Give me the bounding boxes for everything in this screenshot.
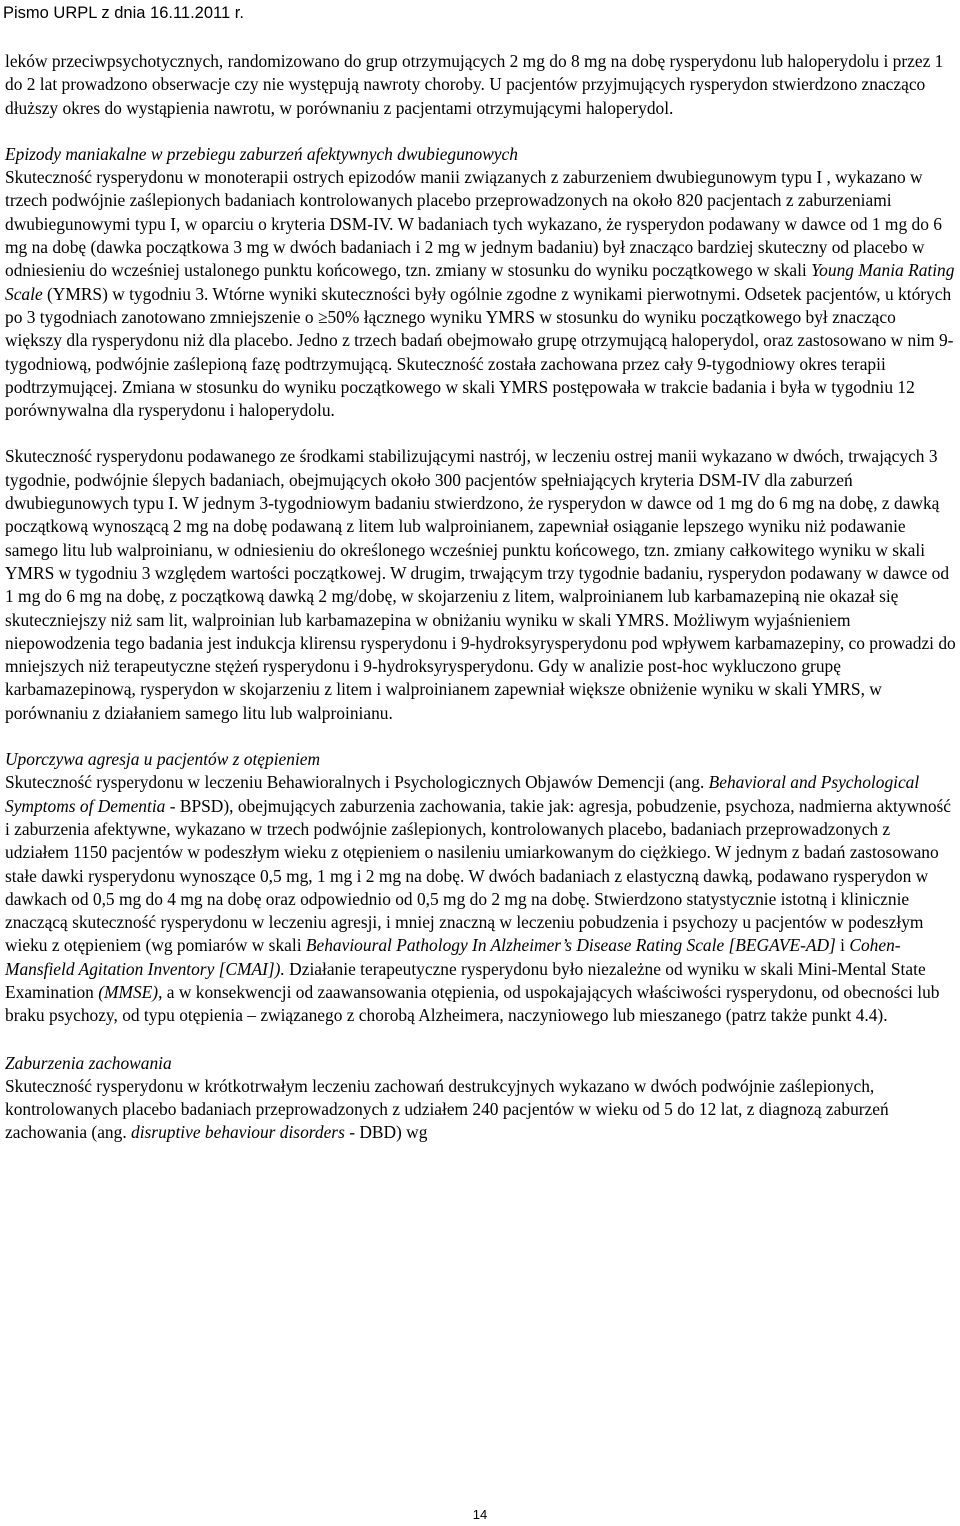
text-run: - DBD) wg: [344, 1122, 428, 1143]
text-run: - BPSD), obejmujących zaburzenia zachowania, takie jak: agresja, pobudzenie, psychoza, nadmierna aktywność i zaburzenia afektywne, wykazano w trzech podwójnie zaślepionych, kontrolowanych placebo, badaniach przeprowadzonych z udziałem 1150 pacjentów w podeszłym wieku z otępieniem o nasileniu umiarkowanym do ciężkiego. W jednym z badań zastosowano stałe dawki rysperydonu wynoszące 0,5 mg, 1 mg i 2 mg na dobę. W dwóch badaniach z elastyczną dawką, podawano rysperydon w dawkach od 0,5 mg do 4 mg na dobę oraz odpowiednio od 0,5 mg do 2 mg na dobę. Stwierdzono statystycznie istotną i klinicznie znaczącą skuteczność rysperydonu w leczeniu agresji, i mniej znaczną w leczeniu pobudzenia i psychozy u pacjentów w podeszłym wieku z otępieniem (wg pomiarów w skali: [5, 795, 952, 956]
paragraph-bipolar-monotherapy: [5, 166, 957, 422]
page-header: Pismo URPL z dnia 16.11.2011 r.: [3, 4, 244, 22]
heading-bipolar-mania: Epizody maniakalne w przebiegu zaburzeń afektywnych dwubiegunowych: [5, 143, 518, 164]
heading-behaviour-disorders: Zaburzenia zachowania: [5, 1052, 172, 1073]
text-run: Skuteczność rysperydonu w monoterapii ostrych epizodów manii związanych z zaburzeniem dwubiegunowym typu I , wykazano w trzech podwójnie zaślepionych badaniach kontrolowanych placebo przeprowadzonych na około 820 pacjentach z zaburzeniami dwubiegunowymi typu I, w oparciu o kryteria DSM-IV. W badaniach tych wykazano, że rysperydon podawany w dawce od 1 mg do 6 mg na dobę (dawka początkowa 3 mg w dwóch badaniach i 2 mg w jednym badaniu) był znacząco bardziej skuteczny od placebo w odniesieniu do wcześniej ustalonego punktu końcowego, tzn. zmiany w stosunku do wyniku początkowego w skali: [5, 167, 942, 281]
text-run: i: [835, 935, 850, 956]
text-run-italic: (MMSE),: [98, 981, 163, 1002]
text-run: (YMRS) w tygodniu 3. Wtórne wyniki skuteczności były ogólnie zgodne z wynikami pierwotnymi. Odsetek pacjentów, u których po 3 tygodniach zanotowano zmniejszenie o ≥50% łącznego wyniku YMRS w stosunku do wyniku początkowego był znacząco większy dla rysperydonu niż dla placebo. Jedno z trzech badań obejmowało grupę otrzymującą haloperydol, oraz zastosowano w nim 9-tygodniową, podwójnie zaślepioną fazę podtrzymującą. Skuteczność została zachowana przez cały 9-tygodniowy okres terapii podtrzymującej. Zmiana w stosunku do wyniku początkowego w skali YMRS postępowała w trakcie badania i była w tygodniu 12 porównywalna dla rysperydonu i haloperydolu.: [5, 283, 954, 421]
paragraph-behaviour-disorders: [5, 1075, 957, 1145]
page-number: 14: [472, 1507, 488, 1522]
text-run-italic: Behavioural Pathology In Alzheimer’s Disease Rating Scale [BEGAVE-AD]: [305, 935, 836, 956]
text-run: Skuteczność rysperydonu w leczeniu Behawioralnych i Psychologicznych Objawów Demencji (ang.: [5, 772, 709, 793]
document-body: [5, 50, 957, 1145]
text-run-italic: disruptive behaviour disorders: [131, 1122, 345, 1143]
paragraph-schizophrenia-relapse: leków przeciwpsychotycznych, randomizowano do grup otrzymujących 2 mg do 8 mg na dobę rysperydonu lub haloperydolu i przez 1 do 2 lat prowadzono obserwacje czy nie występują nawroty choroby. U pacjentów przyjmujących rysperydon stwierdzono znacząco dłuższy okres do wystąpienia nawrotu, w porównaniu z pacjentami otrzymującymi haloperydol.: [5, 51, 944, 118]
text-run: Skuteczność rysperydonu w krótkotrwałym leczeniu zachowań destrukcyjnych wykazano w dwóch podwójnie zaślepionych, kontrolowanych placebo badaniach przeprowadzonych z udziałem 240 pacjentów w wieku od 5 do 12 lat, z diagnozą zaburzeń zachowania (ang.: [5, 1075, 889, 1143]
heading-aggression-dementia: Uporczywa agresja u pacjentów z otępieniem: [5, 749, 321, 770]
scale-name: Young Mania Rating Scale: [5, 260, 955, 304]
paragraph-bipolar-combination: Skuteczność rysperydonu podawanego ze środkami stabilizującymi nastrój, w leczeniu ostrej manii wykazano w dwóch, trwających 3 tygodnie, podwójnie ślepych badaniach, obejmujących około 300 pacjentów spełniających kryteria DSM-IV dla zaburzeń dwubiegunowych typu I. W jednym 3-tygodniowym badaniu stwierdzono, że rysperydon w dawce od 1 mg do 6 mg na dobę, z dawką początkową wynoszącą 2 mg na dobę podawaną z litem lub walproinianem, zapewniał osiąganie lepszego wyniku niż podawanie samego litu lub walproinianu, w odniesieniu do określonego wcześniej punktu końcowego, tzn. zmiany całkowitego wyniku w skali YMRS w tygodniu 3 względem wartości początkowej. W drugim, trwającym trzy tygodnie badaniu, rysperydon podawany w dawce od 1 mg do 6 mg na dobę, z początkową dawką 2 mg/dobę, w skojarzeniu z litem, walproinianem lub karbamazepiną nie okazał się skuteczniejszy niż sam lit, walproinian lub karbamazepina w obniżaniu wyniku w skali YMRS. Możliwym wyjaśnieniem niepowodzenia tego badania jest indukcja klirensu rysperydonu i 9-hydroksyrysperydonu pod wpływem karbamazepiny, co prowadzi do mniejszych niż terapeutyczne stężeń rysperydonu i 9-hydroksyrysperydonu. Gdy w analizie post-hoc wykluczono grupę karbamazepinową, rysperydon w skojarzeniu z litem i walproinianem zapewniał większe obniżenie wyniku w skali YMRS, w porównaniu z działaniem samego litu lub walproinianu.: [5, 446, 956, 723]
text-run: a w konsekwencji od zaawansowania otępienia, od uspokajających właściwości rysperydonu, od obecności lub braku psychozy, od typu otępienia – związanego z chorobą Alzheimera, naczyniowego lub mieszanego (patrz także punkt 4.4).: [5, 981, 940, 1026]
text-run-italic: Behavioral and Psychological Symptoms of Dementia: [5, 772, 920, 816]
text-run: Działanie terapeutyczne rysperydonu było niezależne od wyniku w skali Mini-Mental State Examination: [5, 958, 926, 1002]
paragraph-aggression-dementia: [5, 771, 957, 1027]
text-run-italic: Cohen-Mansfield Agitation Inventory [CMAI]).: [5, 935, 901, 979]
